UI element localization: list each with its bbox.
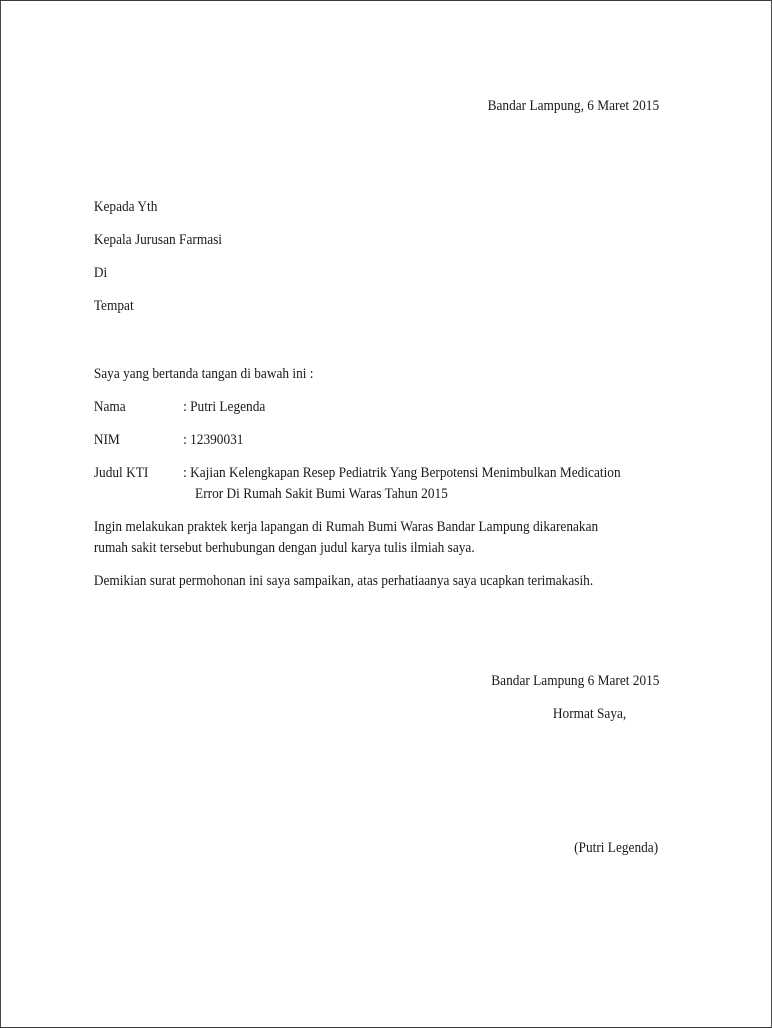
nama-value: : Putri Legenda [183, 399, 266, 415]
date-top: Bandar Lampung, 6 Maret 2015 [487, 98, 660, 114]
body-para-2: Demikian surat permohonan ini saya sampaikan, atas perhatiaanya saya ucapkan terimakasih. [93, 573, 594, 589]
intro-text: Saya yang bertanda tangan di bawah ini : [93, 366, 314, 382]
closing-salutation: Hormat Saya, [552, 706, 627, 722]
body-para-1-line-1: Ingin melakukan praktek kerja lapangan di Rumah Bumi Waras Bandar Lampung dikarenakan [93, 519, 599, 535]
recipient-line-1: Kepada Yth [93, 199, 158, 215]
recipient-line-3: Di [93, 265, 108, 281]
body-para-1-line-2: rumah sakit tersebut berhubungan dengan judul karya tulis ilmiah saya. [93, 540, 475, 556]
nim-value: : 12390031 [183, 432, 244, 448]
judul-value-line-2: Error Di Rumah Sakit Bumi Waras Tahun 2015 [195, 486, 448, 502]
recipient-line-4: Tempat [93, 298, 134, 314]
closing-date: Bandar Lampung 6 Maret 2015 [491, 673, 660, 689]
signature-name: (Putri Legenda) [574, 840, 659, 856]
judul-label: Judul KTI [93, 465, 149, 481]
nama-label: Nama [93, 399, 126, 415]
judul-value-line-1: : Kajian Kelengkapan Resep Pediatrik Yang Berpotensi Menimbulkan Medication [183, 465, 621, 481]
nim-label: NIM [93, 432, 120, 448]
recipient-line-2: Kepala Jurusan Farmasi [93, 232, 223, 248]
